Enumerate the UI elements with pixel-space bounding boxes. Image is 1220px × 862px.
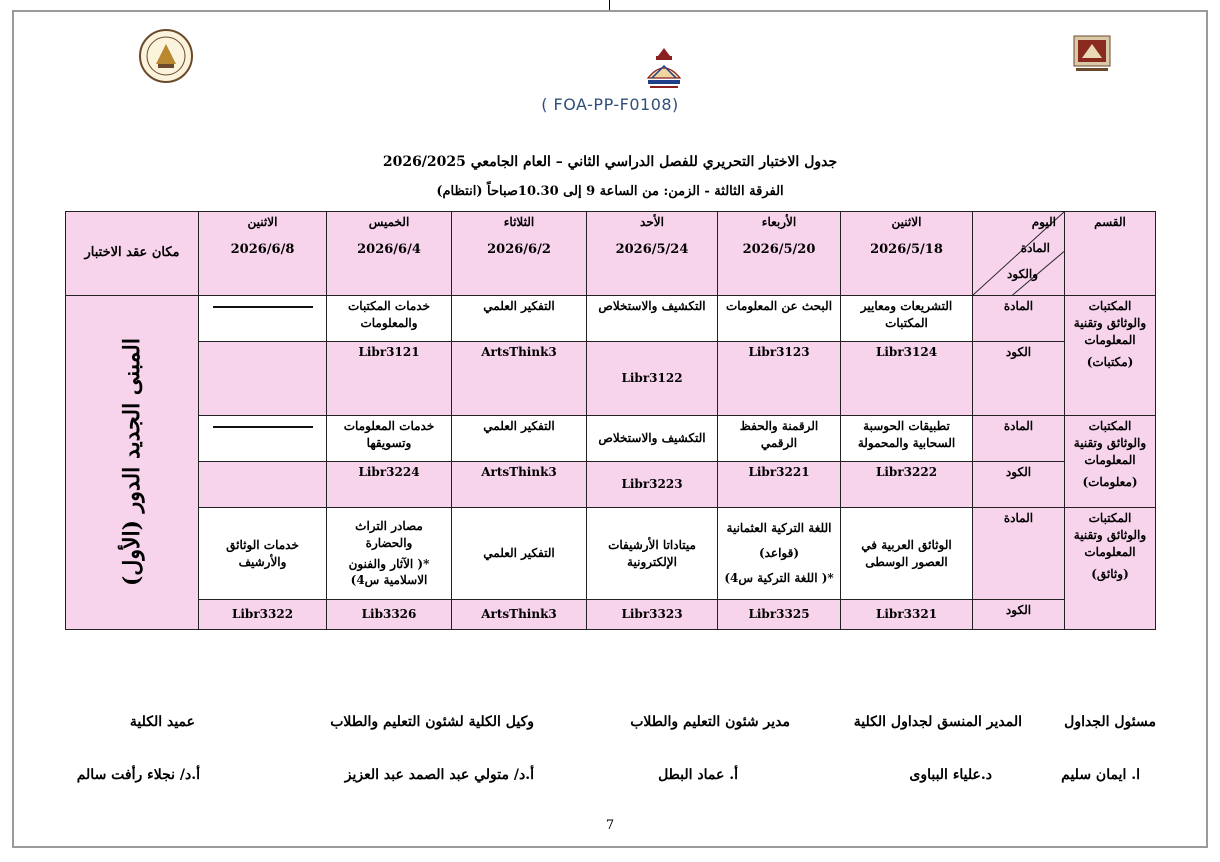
label-code: الكود bbox=[973, 462, 1065, 508]
code-cell: Libr3323 bbox=[587, 600, 718, 630]
header-day-1: الاثنين 2026/5/18 bbox=[841, 212, 973, 296]
subject-cell: التشريعات ومعايير المكتبات bbox=[841, 296, 973, 342]
corner-subject-label: المادة bbox=[1020, 241, 1050, 255]
empty-code-cell bbox=[199, 342, 327, 416]
subject-cell: البحث عن المعلومات bbox=[718, 296, 841, 342]
signature-name: ا. ايمان سليم bbox=[1061, 767, 1140, 783]
label-code: الكود bbox=[973, 342, 1065, 416]
signature-name: أ. عماد البطل bbox=[658, 767, 738, 783]
dept-archives: المكتبات والوثائق وتقنية المعلومات (وثائق) bbox=[1065, 508, 1156, 630]
code-cell: Libr3222 bbox=[841, 462, 973, 508]
schedule-title: جدول الاختبار التحريري للفصل الدراسي الثاني – العام الجامعي 2026/2025 bbox=[382, 154, 838, 170]
code-cell: Libr3122 bbox=[587, 342, 718, 416]
signature-title: وكيل الكلية لشئون التعليم والطلاب bbox=[330, 714, 534, 730]
faculty-logo-center bbox=[642, 44, 686, 92]
signature-title: المدير المنسق لجداول الكلية bbox=[853, 714, 1022, 730]
code-cell: Libr3223 bbox=[587, 462, 718, 508]
header-venue: مكان عقد الاختبار bbox=[66, 212, 199, 296]
schedule-subtitle: الفرقة الثالثة - الزمن: من الساعة 9 إلى 10.30صباحاً (انتظام) bbox=[436, 184, 784, 199]
signature-name: أ.د/ متولي عبد الصمد عبد العزيز bbox=[344, 767, 534, 783]
corner-code-label: والكود bbox=[1007, 267, 1038, 281]
subject-cell: ميتاداتا الأرشيفات الإلكترونية bbox=[587, 508, 718, 600]
university-logo-right bbox=[1068, 28, 1116, 76]
subject-cell: خدمات المكتبات والمعلومات bbox=[327, 296, 452, 342]
subject-cell-turkish: اللغة التركية العثمانية (قواعد) *( اللغة التركية س4) bbox=[718, 508, 841, 600]
code-cell: Libr3121 bbox=[327, 342, 452, 416]
header-corner-cell bbox=[973, 212, 1065, 296]
header-department: القسم bbox=[1065, 212, 1156, 296]
code-cell: Libr3124 bbox=[841, 342, 973, 416]
exam-schedule-table bbox=[65, 211, 1156, 630]
empty-subject-cell bbox=[199, 296, 327, 342]
empty-subject-cell bbox=[199, 416, 327, 462]
code-cell: Libr3325 bbox=[718, 600, 841, 630]
subject-cell: التفكير العلمي bbox=[452, 416, 587, 462]
code-cell: Libr3224 bbox=[327, 462, 452, 508]
dash-line bbox=[213, 426, 313, 428]
empty-code-cell bbox=[199, 462, 327, 508]
header-day-5: الخميس 2026/6/4 bbox=[327, 212, 452, 296]
dash-line bbox=[213, 306, 313, 308]
code-cell: Libr3221 bbox=[718, 462, 841, 508]
top-tick-mark bbox=[609, 0, 610, 10]
header-day-3: الأحد 2026/5/24 bbox=[587, 212, 718, 296]
venue-cell bbox=[66, 296, 199, 630]
signature-title: مسئول الجداول bbox=[1064, 714, 1156, 730]
subject-cell: الوثائق العربية في العصور الوسطى bbox=[841, 508, 973, 600]
label-code: الكود bbox=[973, 600, 1065, 630]
header-day-4: الثلاثاء 2026/6/2 bbox=[452, 212, 587, 296]
subject-cell: خدمات المعلومات وتسويقها bbox=[327, 416, 452, 462]
subject-cell: خدمات الوثائق والأرشيف bbox=[199, 508, 327, 600]
signature-name: أ.د/ نجلاء رأفت سالم bbox=[76, 767, 200, 783]
label-subject: المادة bbox=[973, 508, 1065, 600]
code-cell: Lib3326 bbox=[327, 600, 452, 630]
subject-cell: التكشيف والاستخلاص bbox=[587, 416, 718, 462]
code-cell: ArtsThink3 bbox=[452, 600, 587, 630]
subject-cell: الرقمنة والحفظ الرقمي bbox=[718, 416, 841, 462]
subject-cell: تطبيقات الحوسبة السحابية والمحمولة bbox=[841, 416, 973, 462]
page-number: 7 bbox=[605, 818, 615, 833]
code-cell: ArtsThink3 bbox=[452, 342, 587, 416]
code-cell: ArtsThink3 bbox=[452, 462, 587, 508]
subject-cell-heritage: مصادر التراث والحضارة *( الآثار والفنون الاسلامية س4) bbox=[327, 508, 452, 600]
subject-cell: التكشيف والاستخلاص bbox=[587, 296, 718, 342]
form-code: ( FOA-PP-F0108) bbox=[541, 95, 679, 114]
code-cell: Libr3321 bbox=[841, 600, 973, 630]
signature-title: عميد الكلية bbox=[129, 714, 195, 730]
code-cell: Libr3123 bbox=[718, 342, 841, 416]
subject-cell: التفكير العلمي bbox=[452, 296, 587, 342]
signature-name: د.علياء البباوى bbox=[909, 767, 992, 783]
university-seal-left bbox=[138, 28, 194, 84]
code-cell: Libr3322 bbox=[199, 600, 327, 630]
dept-information: المكتبات والوثائق وتقنية المعلومات (معلومات) bbox=[1065, 416, 1156, 508]
venue-building: المبنى الجديد الدور (الأول) bbox=[118, 338, 145, 587]
header-day-6: الاثنين 2026/6/8 bbox=[199, 212, 327, 296]
header-day-2: الأربعاء 2026/5/20 bbox=[718, 212, 841, 296]
label-subject: المادة bbox=[973, 416, 1065, 462]
corner-day-label: اليوم bbox=[1031, 215, 1056, 229]
label-subject: المادة bbox=[973, 296, 1065, 342]
dept-libraries: المكتبات والوثائق وتقنية المعلومات (مكتبات) bbox=[1065, 296, 1156, 416]
subject-cell: التفكير العلمي bbox=[452, 508, 587, 600]
signature-title: مدير شئون التعليم والطلاب bbox=[630, 714, 790, 730]
